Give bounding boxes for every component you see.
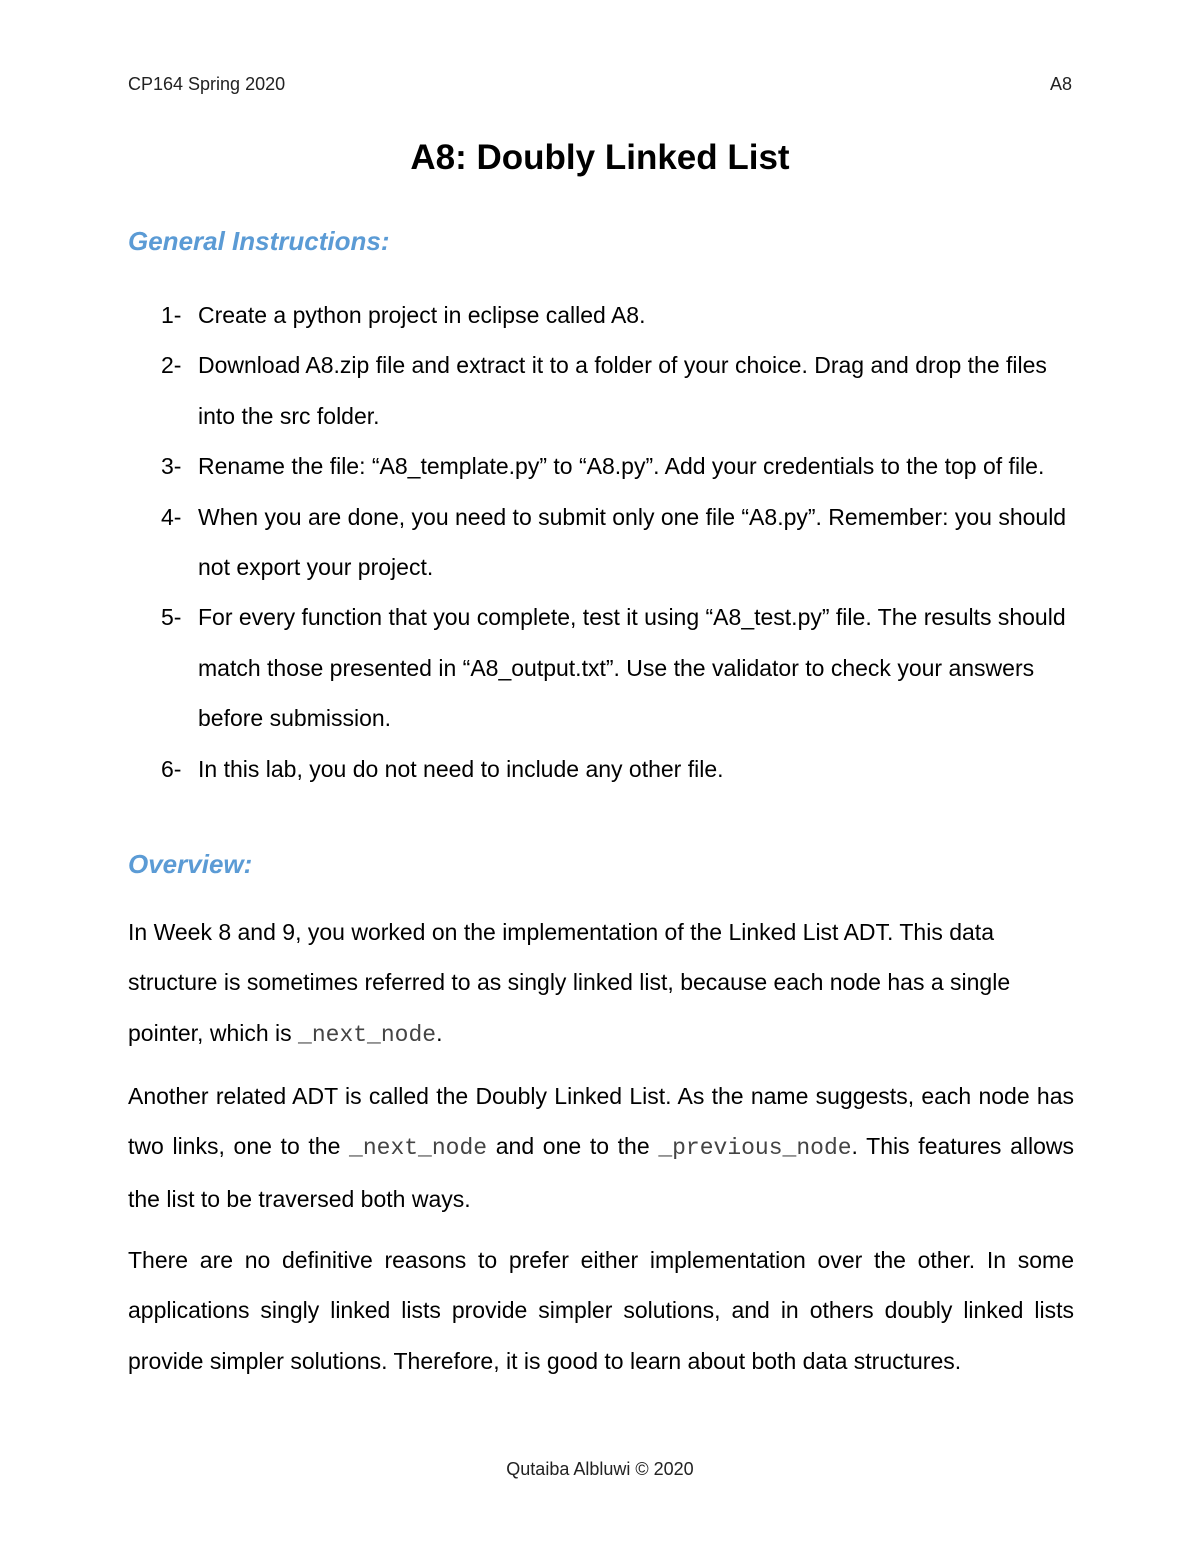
instruction-text: In this lab, you do not need to include any other file. (198, 755, 724, 782)
instruction-text: Create a python project in eclipse called A8. (198, 302, 646, 328)
code-previous-node: _previous_node (658, 1135, 852, 1162)
instruction-number: 6- (161, 755, 182, 782)
paragraph-text: . This features allows the list to be traversed both ways. (128, 1133, 1074, 1212)
overview-heading: Overview: (128, 849, 253, 879)
instruction-number: 1- (161, 302, 182, 328)
overview-paragraph-1 (128, 907, 1074, 1060)
instruction-text: Download A8.zip file and extract it to a folder of your choice. Drag and drop the files into the src folder. (198, 352, 1047, 429)
overview-paragraph-3: There are no definitive reasons to prefer either implementation over the other. In some applications singly linked lists provide simpler solutions, and in others doubly linked lists provide simpler solutions. Therefore, it is good to learn about both data structures. (128, 1247, 1074, 1374)
instruction-item-4 (0, 492, 1078, 593)
instruction-number: 2- (161, 352, 182, 379)
paragraph-text: . (436, 1019, 443, 1046)
instruction-number: 4- (161, 503, 182, 530)
code-next-node: _next_node (349, 1135, 488, 1162)
instruction-item-6 (0, 744, 1078, 794)
instruction-item-5 (0, 592, 1078, 743)
header-assignment: A8 (1049, 74, 1072, 94)
instruction-text: Rename the file: “A8_template.py” to “A8.py”. Add your credentials to the top of file. (198, 453, 1045, 480)
footer-copyright: Qutaiba Albluwi © 2020 (506, 1459, 694, 1479)
instruction-item-2 (0, 340, 1078, 441)
instructions-list (0, 290, 1200, 794)
general-instructions-heading: General Instructions: (128, 226, 390, 256)
paragraph-text: Another related ADT is called the Doubly Linked List. As the name suggests, each node has two links, one to the (128, 1083, 1074, 1160)
page-title: A8: Doubly Linked List (410, 138, 790, 177)
paragraph-text: and one to the (487, 1133, 659, 1160)
instruction-text: For every function that you complete, test it using “A8_test.py” file. The results should match those presented in “A8_output.txt”. Use the validator to check your answers before submission. (198, 604, 1066, 732)
instruction-text: When you are done, you need to submit only one file “A8.py”. Remember: you should not export your project. (198, 503, 1067, 581)
instruction-number: 3- (161, 453, 182, 480)
instruction-item-3 (0, 441, 1078, 491)
code-next-node: _next_node (298, 1021, 437, 1048)
instruction-item-1 (0, 290, 1078, 340)
paragraph-text: In Week 8 and 9, you worked on the implementation of the Linked List ADT. This data structure is sometimes referred to as singly linked list, because each node has a single pointer, which is (128, 919, 1011, 1046)
instruction-number: 5- (161, 604, 182, 631)
header-course: CP164 Spring 2020 (128, 74, 286, 94)
overview-paragraph-2 (128, 1071, 1074, 1224)
